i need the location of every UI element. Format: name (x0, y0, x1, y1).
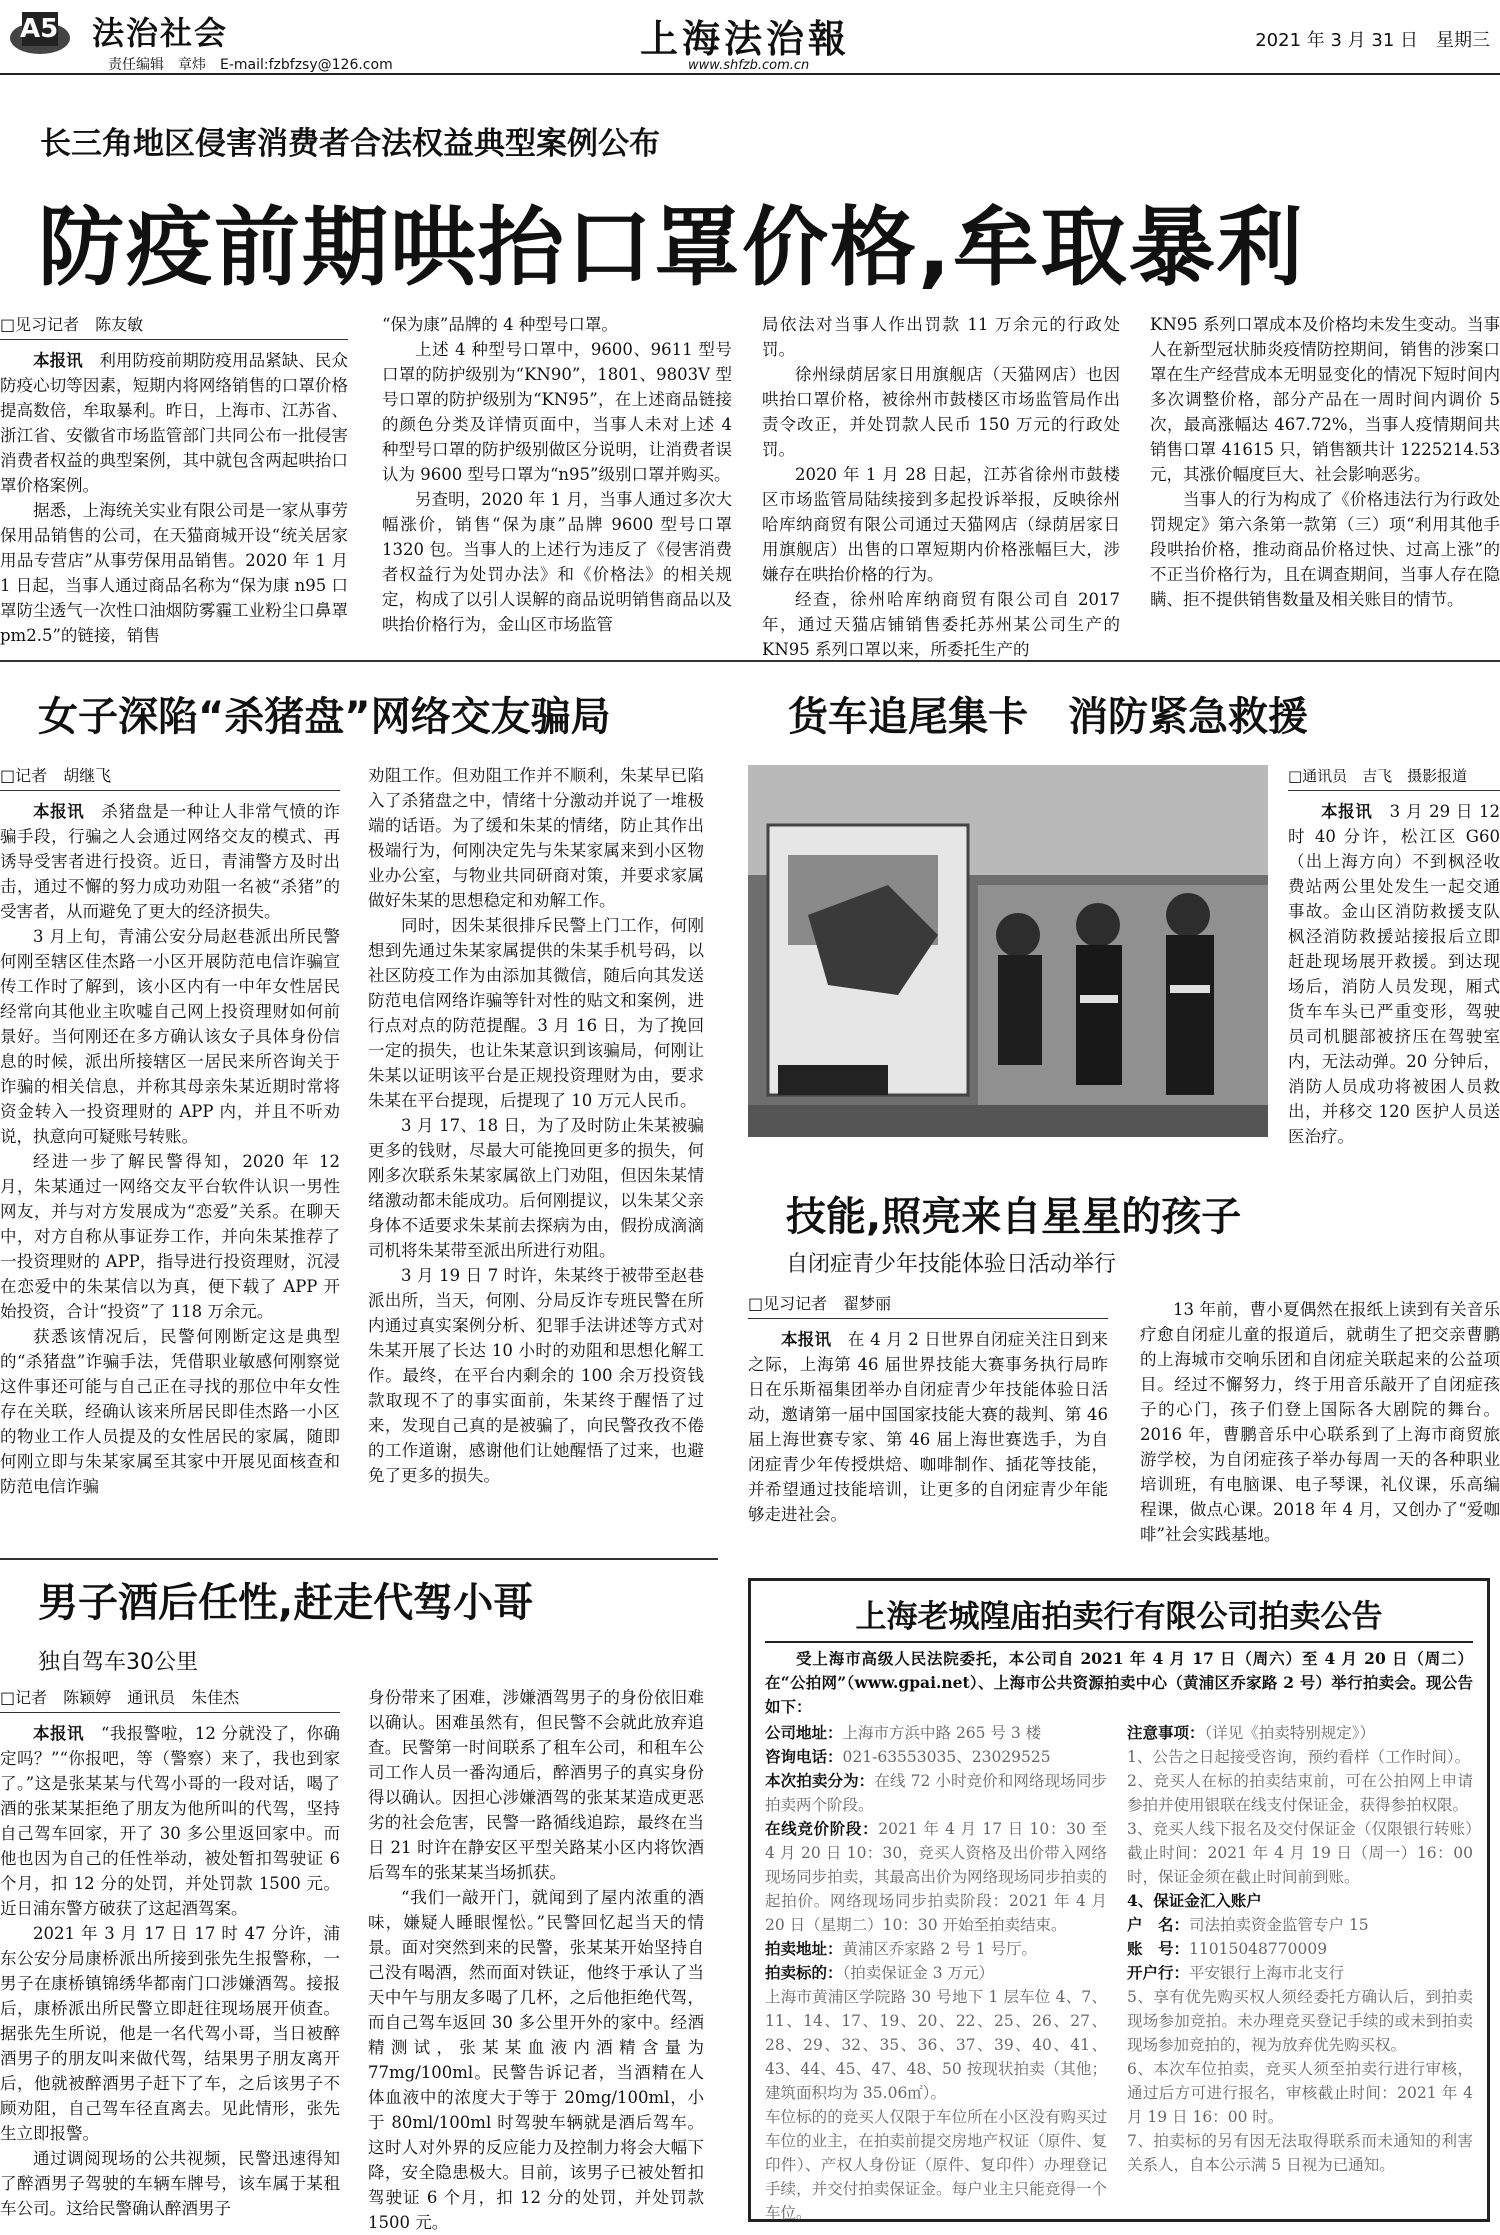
issue-date: 2021 年 3 月 31 日 星期三 (1255, 30, 1490, 51)
auction-item (1127, 2129, 1473, 2177)
auction-item-key: 拍卖标的： (765, 1963, 843, 1982)
auction-title: 上海老城隍庙拍卖行有限公司拍卖公告 (855, 1599, 1383, 1635)
auction-item (1127, 2057, 1473, 2129)
auction-item-value: 6、本次车位拍卖，竞买人须至拍卖行进行审核，通过后方可进行报名，审核截止时间：2021 年 4 月 19 日 16：00 时。 (1127, 2060, 1473, 2126)
paragraph-text: 经查，徐州哈库纳商贸有限公司自 2017 年，通过天猫店铺销售委托苏州某公司生产的 KN95 系列口罩以来，所委托生产的 (762, 590, 1120, 659)
auction-item (765, 2105, 1107, 2225)
dateline: 本报讯 (33, 351, 83, 370)
auction-item-key: 公司地址： (765, 1723, 843, 1742)
editor-line: 责任编辑 章炜 E-mail:fzbfzsy@126.com (108, 57, 393, 73)
paragraph-text: 2021 年 3 月 17 日 17 时 47 分许，浦东公安分局康桥派出所接到张先生报警称，一男子在康桥镇锦绣华都南门口涉嫌酒驾。接报后，康桥派出所民警立即赶往现场展开侦查。据张先生所说，他是一名代驾小哥，当日被醉酒男子的朋友叫来做代驾，结果男子朋友离开后，他就被醉酒男子赶下了车，之后该男子不顾劝阻，自己驾车径直离去。见此情形，张先生立即报警。 (0, 1924, 340, 2143)
paragraph (0, 799, 340, 924)
paragraph (762, 462, 1120, 587)
auction-item-key: 注意事项： (1127, 1723, 1205, 1742)
paragraph-text: 3 月 17、18 日，为了及时防止朱某被骗更多的钱财，尽最大可能挽回更多的损失，何刚多次联系朱某家属欲上门劝阻，但因朱某情绪激动都未能成功。后何刚提议，以朱某父亲身体不适要求朱某前去探病为由，假扮成滴滴司机将朱某带至派出所进行劝阻。 (368, 1116, 704, 1260)
auction-item (765, 1769, 1107, 1817)
story-drunk-driving (0, 1565, 718, 2232)
story-headline: 货车追尾集卡 消防紧急救援 (788, 694, 1308, 740)
paragraph (0, 2146, 340, 2221)
divider (0, 660, 1500, 662)
auction-item-key: 账 号： (1127, 1939, 1190, 1958)
paragraph-text: 通过调阅现场的公共视频，民警迅速得知了醉酒男子驾驶的车辆车牌号，该车属于某租车公司。这给民警确认醉酒男子 (0, 2149, 340, 2218)
paragraph (1288, 799, 1500, 1149)
auction-item-key: 4、保证金汇入账户 (1127, 1891, 1262, 1910)
auction-item-value: 上海市方浜中路 265 号 3 楼 (842, 1724, 1042, 1742)
paragraph-text: 3 月上旬，青浦公安分局赵巷派出所民警何刚至辖区佳杰路一小区开展防范电信诈骗宣传工作时了解到，该小区内有一中年女性居民经常向其他业主吹嘘自己网上投资理财如何前景好。当何刚还在多方确认该女子具体身份信息的时候，派出所接辖区一居民来所咨询关于诈骗的相关信息，并称其母亲朱某近期时常将资金转入一投资理财的 APP 内，并且不听劝说，执意向可疑账号转账。 (0, 927, 340, 1146)
paragraph (368, 1113, 704, 1263)
paragraph (368, 913, 704, 1113)
auction-item-value: 7、拍卖标的另有因无法取得联系而未通知的利害关系人，自本公示满 5 日视为已通知。 (1127, 2132, 1473, 2174)
auction-item (1127, 1889, 1473, 1913)
auction-item (765, 1721, 1107, 1745)
paragraph-text: 在 4 月 2 日世界自闭症关注日到来之际，上海第 46 届世界技能大赛事务执行局昨日在乐斯福集团举办自闭症青少年技能体验日活动，邀请第一届中国国家技能大赛的裁判、第 46 届上海世赛专家、第 46 届上海世赛选手，为自闭症青少年传授烘焙、咖啡制作、插花等技能，并希望通过技能培训，让更多的自闭症青少年能够走进社会。 (748, 1330, 1109, 1524)
auction-item (765, 1817, 1107, 1937)
paragraph-text: 身份带来了困难，涉嫌酒驾男子的身份依旧难以确认。困难虽然有，但民警不会就此放弃追查。民警第一时间联系了租车公司，和租车公司工作人员一番沟通后，醉酒男子的真实身份得以确认。因担心涉嫌酒驾的张某某造成更恶劣的社会危害，民警一路循线追踪，最终在当日 21 时许在静安区平型关路某小区内将饮酒后驾车的张某某当场抓获。 (368, 1688, 704, 1882)
story-column (382, 312, 732, 637)
auction-item-value: 车位标的的竞买人仅限于车位所在小区没有购买过车位的业主，在拍卖前提交房地产权证（原件、复印件）、产权人身份证（原件、复印件）办理登记手续，并交付拍卖保证金。每户业主只能竞得一个车位。 (765, 2108, 1107, 2222)
auction-item-key: 在线竞价阶段： (765, 1819, 879, 1838)
paragraph-text: “我报警啦，12 分就没了，你确定吗？”“你报吧，等（警察）来了，我也到家了。”这是张某某与代驾小哥的一段对话，喝了酒的张某某拒绝了朋友为他所叫的代驾，坚持自己驾车回家，开了 30 多公里返回家中。而他也因为自己的任性举动，被处暂扣驾驶证 6 个月，扣 12 分的处罚，并处罚款 1500 元。近日浦东警方破获了这起酒驾案。 (0, 1724, 340, 1918)
paragraph (762, 312, 1120, 362)
story-column (762, 312, 1120, 662)
story-column (0, 1685, 340, 2221)
story-column (368, 1685, 704, 2235)
paragraph (1150, 312, 1500, 487)
paragraph (382, 312, 732, 337)
auction-item-value: 2021 年 4 月 17 日 10：30 至 4 月 20 日 10：30，竞买人资格及出价带入网络现场同步拍卖，其最高出价为网络现场同步拍卖的起拍价。网络现场同步拍卖阶段：2021 年 4 月 20 日（星期二）10：30 开始至拍卖结束。 (765, 1820, 1107, 1934)
paragraph (762, 587, 1120, 662)
paragraph-text: 杀猪盘是一种让人非常气愤的诈骗手段，行骗之人会通过网络交友的模式、再诱导受害者进行投资。近日，青浦警方及时出击，通过不懈的努力成功劝阻一名被“杀猪”的受害者，从而避免了更大的经济损失。 (0, 802, 341, 921)
news-photo (748, 765, 1268, 1137)
story-headline: 女子深陷“杀猪盘”网络交友骗局 (38, 694, 611, 740)
paragraph-text: 据悉，上海统关实业有限公司是一家从事劳保用品销售的公司，在天猫商城开设“统关居家用品专营店”从事劳保用品销售。2020 年 1 月 1 日起，当事人通过商品名称为“保为康 n95 口罩防尘透气一次性口油烟防雾霾工业粉尘口鼻罩 pm2.5”的链接，销售 (0, 501, 348, 645)
paragraph (368, 1885, 704, 2235)
masthead-rule (0, 73, 1500, 75)
auction-item (1127, 1937, 1473, 1961)
auction-item (765, 1745, 1107, 1769)
paragraph (762, 362, 1120, 462)
paragraph-text: “保为康”品牌的 4 种型号口罩。 (382, 315, 618, 334)
auction-item (1127, 1961, 1473, 1985)
story-column (748, 1291, 1108, 1527)
page-number: A5 (20, 14, 59, 44)
auction-title-rule (765, 1641, 1473, 1643)
auction-item-value: 3、竞买人线下报名及交付保证金（仅限银行转账）截止时间：2021 年 4 月 19 日（周一）16：00 时，保证金须在截止时间前到账。 (1127, 1820, 1473, 1886)
paragraph (0, 924, 340, 1149)
auction-item-value: 上海市黄浦区学院路 30 号地下 1 层车位 4、7、11、14、17、19、20、22、25、26、27、28、29、32、35、36、37、39、40、41、43、44、45、47、48、50 按现状拍卖（其他；建筑面积均为 35.06㎡）。 (765, 1988, 1107, 2102)
auction-item-value: 黄浦区乔家路 2 号 1 号厅。 (842, 1940, 1037, 1958)
auction-item-value: 5、享有优先购买权人须经委托方确认后，到拍卖现场参加竞拍。未办理竞买登记手续的或未到拍卖现场参加竞拍的，视为放弃优先购买权。 (1127, 1988, 1473, 2054)
auction-item (1127, 1721, 1473, 1745)
divider (0, 1558, 718, 1560)
auction-item-value: （详见《拍卖特别规定》） (1204, 1724, 1376, 1742)
section-name: 法治社会 (92, 14, 229, 52)
paragraph-text: 3 月 29 日 12 时 40 分许，松江区 G60（出上海方向）不到枫泾收费站两公里处发生一起交通事故。金山区消防救援支队枫泾消防救援站接报后立即赶赴现场展开救援。到达现场后，消防人员发现，厢式货车车头已严重变形，驾驶员司机腿部被挤压在驾驶室内，无法动弹。20 分钟后，消防人员成功将被困人员救出，并移交 120 医护人员送医治疗。 (1288, 802, 1500, 1146)
story-headline: 技能,照亮来自星星的孩子 (786, 1194, 1242, 1240)
auction-item (1127, 1985, 1473, 2057)
auction-item-key: 拍卖地址： (765, 1939, 843, 1958)
dateline: 本报讯 (33, 802, 85, 821)
story-byline: □记者 胡继飞 (0, 763, 340, 791)
paragraph-text: 劝阻工作。但劝阻工作并不顺利，朱某早已陷入了杀猪盘之中，情绪十分激动并说了一堆极端的话语。为了缓和朱某的情绪，防止其作出极端行为，何刚决定先与朱某家属来到小区物业办公室，与物业共同研商对策，并要求家属做好朱某的思想稳定和劝解工作。 (368, 766, 704, 910)
auction-item-value: 2、竞买人在标的拍卖结束前，可在公拍网上申请参拍并使用银联在线支付保证金，获得参拍权限。 (1127, 1772, 1473, 1814)
story-column (368, 763, 704, 1488)
auction-right-column (1127, 1721, 1473, 2177)
auction-item (1127, 1817, 1473, 1889)
auction-intro (765, 1647, 1473, 1719)
dateline: 本报讯 (781, 1330, 832, 1349)
website: www.shfzb.com.cn (688, 58, 810, 73)
page-number-badge (8, 8, 72, 56)
auction-notice (748, 1578, 1490, 2222)
auction-item-key: 咨询电话： (765, 1747, 843, 1766)
auction-item-key: 户 名： (1127, 1915, 1190, 1934)
paragraph-text: 徐州绿荫居家日用旗舰店（天猫网店）也因哄抬口罩价格，被徐州市鼓楼区市场监管局作出责令改正，并处罚款人民币 150 万元的行政处罚。 (762, 365, 1120, 459)
story-column (0, 312, 348, 648)
story-headline: 男子酒后任性,赶走代驾小哥 (38, 1580, 534, 1626)
paragraph-text: KN95 系列口罩成本及价格均未发生变动。当事人在新型冠状肺炎疫情防控期间，销售的涉案口罩在生产经营成本无明显变化的情况下短时间内多次调整价格，部分产品在一周时间内调价 5 次，最高涨幅达 467.72%，当事人疫情期间共销售口罩 41615 只，销售额共计 1225214.53 元，其涨价幅度巨大、社会影响恶劣。 (1150, 315, 1500, 484)
dateline: 本报讯 (33, 1724, 84, 1743)
story-byline: □见习记者 陈友敏 (0, 312, 348, 340)
paragraph-text: 经进一步了解民警得知，2020 年 12 月，朱某通过一网络交友平台软件认识一男性网友，并与对方发展成为“恋爱”关系。在聊天中，对方自称从事证券工作，并向朱某推荐了一投资理财的 APP，指导进行投资理财，沉浸在恋爱中的朱某信以为真，便下载了 APP 开始投资，合计“投资”了 118 万余元。 (0, 1152, 340, 1321)
paragraph-text: 3 月 19 日 7 时许，朱某终于被带至赵巷派出所，当天，何刚、分局反诈专班民警在所内通过真实案例分析、犯罪手法讲述等方式对朱某开展了长达 10 小时的劝阻和思想化解工作。最终，在平台内剩余的 100 余万投资钱款取现不了的事实面前，朱某终于醒悟了过来，发现自己真的是被骗了，向民警孜孜不倦的工作道谢，感谢他们让她醒悟了过来，也避免了更多的损失。 (368, 1266, 704, 1485)
story-byline: □见习记者 翟梦丽 (748, 1291, 1108, 1319)
paragraph (0, 1324, 340, 1499)
auction-item-value: 1、公告之日起接受咨询，预约看样（工作时间）。 (1127, 1748, 1471, 1766)
masthead (0, 0, 1500, 75)
auction-item (1127, 1913, 1473, 1937)
story-pig-scam (0, 665, 718, 1555)
paragraph-text: 局依法对当事人作出罚款 11 万余元的行政处罚。 (762, 315, 1120, 359)
paragraph-text: 利用防疫前期防疫用品紧缺、民众防疫心切等因素，短期内将网络销售的口罩价格提高数倍，牟取暴利。昨日，上海市、江苏省、浙江省、安徽省市场监管部门共同公布一批侵害消费者权益的典型案例，其中就包含两起哄抬口罩价格案例。 (0, 351, 348, 495)
story-headline: 防疫前期哄抬口罩价格,牟取暴利 (38, 198, 1305, 298)
auction-item (1127, 1745, 1473, 1769)
auction-item (765, 1985, 1107, 2105)
story-byline: □记者 陈颖婷 通讯员 朱佳杰 (0, 1685, 340, 1713)
auction-intro-text: 受上海市高级人民法院委托，本公司自 2021 年 4 月 17 日（周六）至 4 月 20 日（周二）在“公拍网”（www.gpai.net）、上海市公共资源拍卖中心（黄浦区乔家路 2 号）举行拍卖会。现公告如下： (765, 1649, 1473, 1716)
auction-item-key: 开户行： (1127, 1963, 1190, 1982)
paragraph (382, 337, 732, 487)
paragraph (368, 763, 704, 913)
story-column (0, 763, 340, 1499)
auction-item-value: 在线 72 小时竞价和网络现场同步拍卖两个阶段。 (765, 1772, 1107, 1814)
story-subhead: 独自驾车30公里 (38, 1650, 198, 1675)
rescue-photo-image (748, 765, 1268, 1137)
auction-item-value: 司法拍卖资金监管专户 15 (1189, 1916, 1369, 1934)
paragraph-text: 2020 年 1 月 28 日起，江苏省徐州市鼓楼区市场监管局陆续接到多起投诉举报，反映徐州哈库纳商贸有限公司通过天猫网店（绿荫居家日用旗舰店）出售的口罩短期内价格涨幅巨大，涉嫌存在哄抬价格的行为。 (762, 465, 1120, 584)
dateline: 本报讯 (1321, 802, 1373, 821)
auction-left-column (765, 1721, 1107, 2225)
story-column (1150, 312, 1500, 612)
paragraph (0, 348, 348, 498)
paragraph (368, 1685, 704, 1885)
paragraph (1150, 487, 1500, 612)
paragraph-text: 当事人的行为构成了《价格违法行为行政处罚规定》第六条第一款第（三）项“利用其他手段哄抬价格，推动商品价格过快、过高上涨”的不正当价格行为，且在调查期间，当事人存在隐瞒、拒不提供销售数量及相关账目的情节。 (1150, 490, 1500, 609)
paragraph-text: 13 年前，曹小夏偶然在报纸上读到有关音乐疗愈自闭症儿童的报道后，就萌生了把交亲曹鹏的上海城市交响乐团和自闭症关联起来的公益项目。经过不懈努力，终于用音乐敲开了自闭症孩子的心门，孩子们登上国际各大剧院的舞台。2016 年，曹鹏音乐中心联系到了上海市商贸旅游学校，为自闭症孩子举办每周一天的各种职业培训班，有电脑课、电子琴课，礼仪课，乐高编程课，做点心课。2018 年 4 月，又创办了“爱咖啡”社会实践基地。 (1140, 1300, 1500, 1544)
paragraph (0, 1149, 340, 1324)
story-column (1288, 765, 1500, 1149)
story-autism-skills (748, 1185, 1500, 1555)
paragraph (0, 1921, 340, 2146)
paragraph (1140, 1297, 1500, 1547)
auction-item-value: （拍卖保证金 3 万元） (842, 1964, 994, 1982)
paragraph-text: 获悉该情况后，民警何刚断定这是典型的“杀猪盘”诈骗手法，凭借职业敏感何刚察觉这件事还可能与自己正在寻找的那位中年女性存在关联，经确认该来所居民即佳杰路一小区的物业工作人员提及的女性居民的家属，随即何刚立即与朱某家属至其家中开展见面核查和防范电信诈骗 (0, 1327, 340, 1496)
story-byline: □通讯员 吉飞 摄影报道 (1288, 765, 1500, 791)
auction-item-value: 021-63553035、23029525 (842, 1748, 1051, 1766)
story-kicker: 长三角地区侵害消费者合法权益典型案例公布 (40, 126, 660, 162)
paragraph (368, 1263, 704, 1488)
paragraph (382, 487, 732, 637)
paper-name: 上海法治報 (640, 16, 851, 61)
auction-item-value: 平安银行上海市北支行 (1189, 1964, 1345, 1982)
paragraph (0, 1721, 340, 1921)
auction-item-key: 本次拍卖分为： (765, 1771, 875, 1790)
auction-item-value: 11015048770009 (1189, 1940, 1328, 1958)
story-mask-price (0, 80, 1500, 659)
story-truck-rescue (748, 665, 1500, 1185)
paragraph-text: 同时，因朱某很排斥民警上门工作，何刚想到先通过朱某家属提供的朱某手机号码，以社区防疫工作为由添加其微信，随后向其发送防范电信网络诈骗等针对性的贴文和案例，进行点对点的防范提醒。3 月 16 日，为了挽回一定的损失，也让朱某意识到该骗局，何刚让朱某以证明该平台是正规投资理财为由，要求朱某在平台提现，后提现了 10 万元人民币。 (368, 916, 704, 1110)
paragraph (748, 1327, 1108, 1527)
story-column (1140, 1297, 1500, 1547)
paragraph-text: “我们一敲开门，就闻到了屋内浓重的酒味，嫌疑人睡眼惺忪。”民警回忆起当天的情景。面对突然到来的民警，张某某开始坚持自己没有喝酒，然而面对铁证，他终于承认了当天中午与朋友多喝了几杯，之后他拒绝代驾，而自己驾车返回 30 多公里开外的家中。经酒精测试，张某某血液内酒精含量为 77mg/100ml。民警告诉记者，当酒精在人体血液中的浓度大于等于 20mg/100ml，小于 80ml/100ml 时驾驶车辆就是酒后驾车。这时人对外界的反应能力及控制力将会大幅下降，安全隐患极大。目前，该男子已被处暂扣驾驶证 6 个月，扣 12 分的处罚，并处罚款 1500 元。 (368, 1888, 704, 2232)
paragraph (0, 498, 348, 648)
auction-item (765, 1961, 1107, 1985)
story-subhead: 自闭症青少年技能体验日活动举行 (786, 1252, 1117, 1277)
auction-item (1127, 1769, 1473, 1817)
paragraph-text: 另查明，2020 年 1 月，当事人通过多次大幅涨价，销售“保为康”品牌 9600 型号口罩 1320 包。当事人的上述行为违反了《侵害消费者权益行为处罚办法》和《价格法》的相关规定，构成了以引人误解的商品说明销售商品以及哄抬价格行为，金山区市场监管 (382, 490, 732, 634)
paragraph-text: 上述 4 种型号口罩中，9600、9611 型号口罩的防护级别为“KN90”，1801、9803V 型号口罩的防护级别为“KN95”，在上述商品链接的颜色分类及详情页面中，当事人未对上述 4 种型号口罩的防护级别做区分说明，让消费者误认为 9600 型号口罩为“n95”级别口罩并购买。 (382, 340, 732, 484)
auction-item (765, 1937, 1107, 1961)
